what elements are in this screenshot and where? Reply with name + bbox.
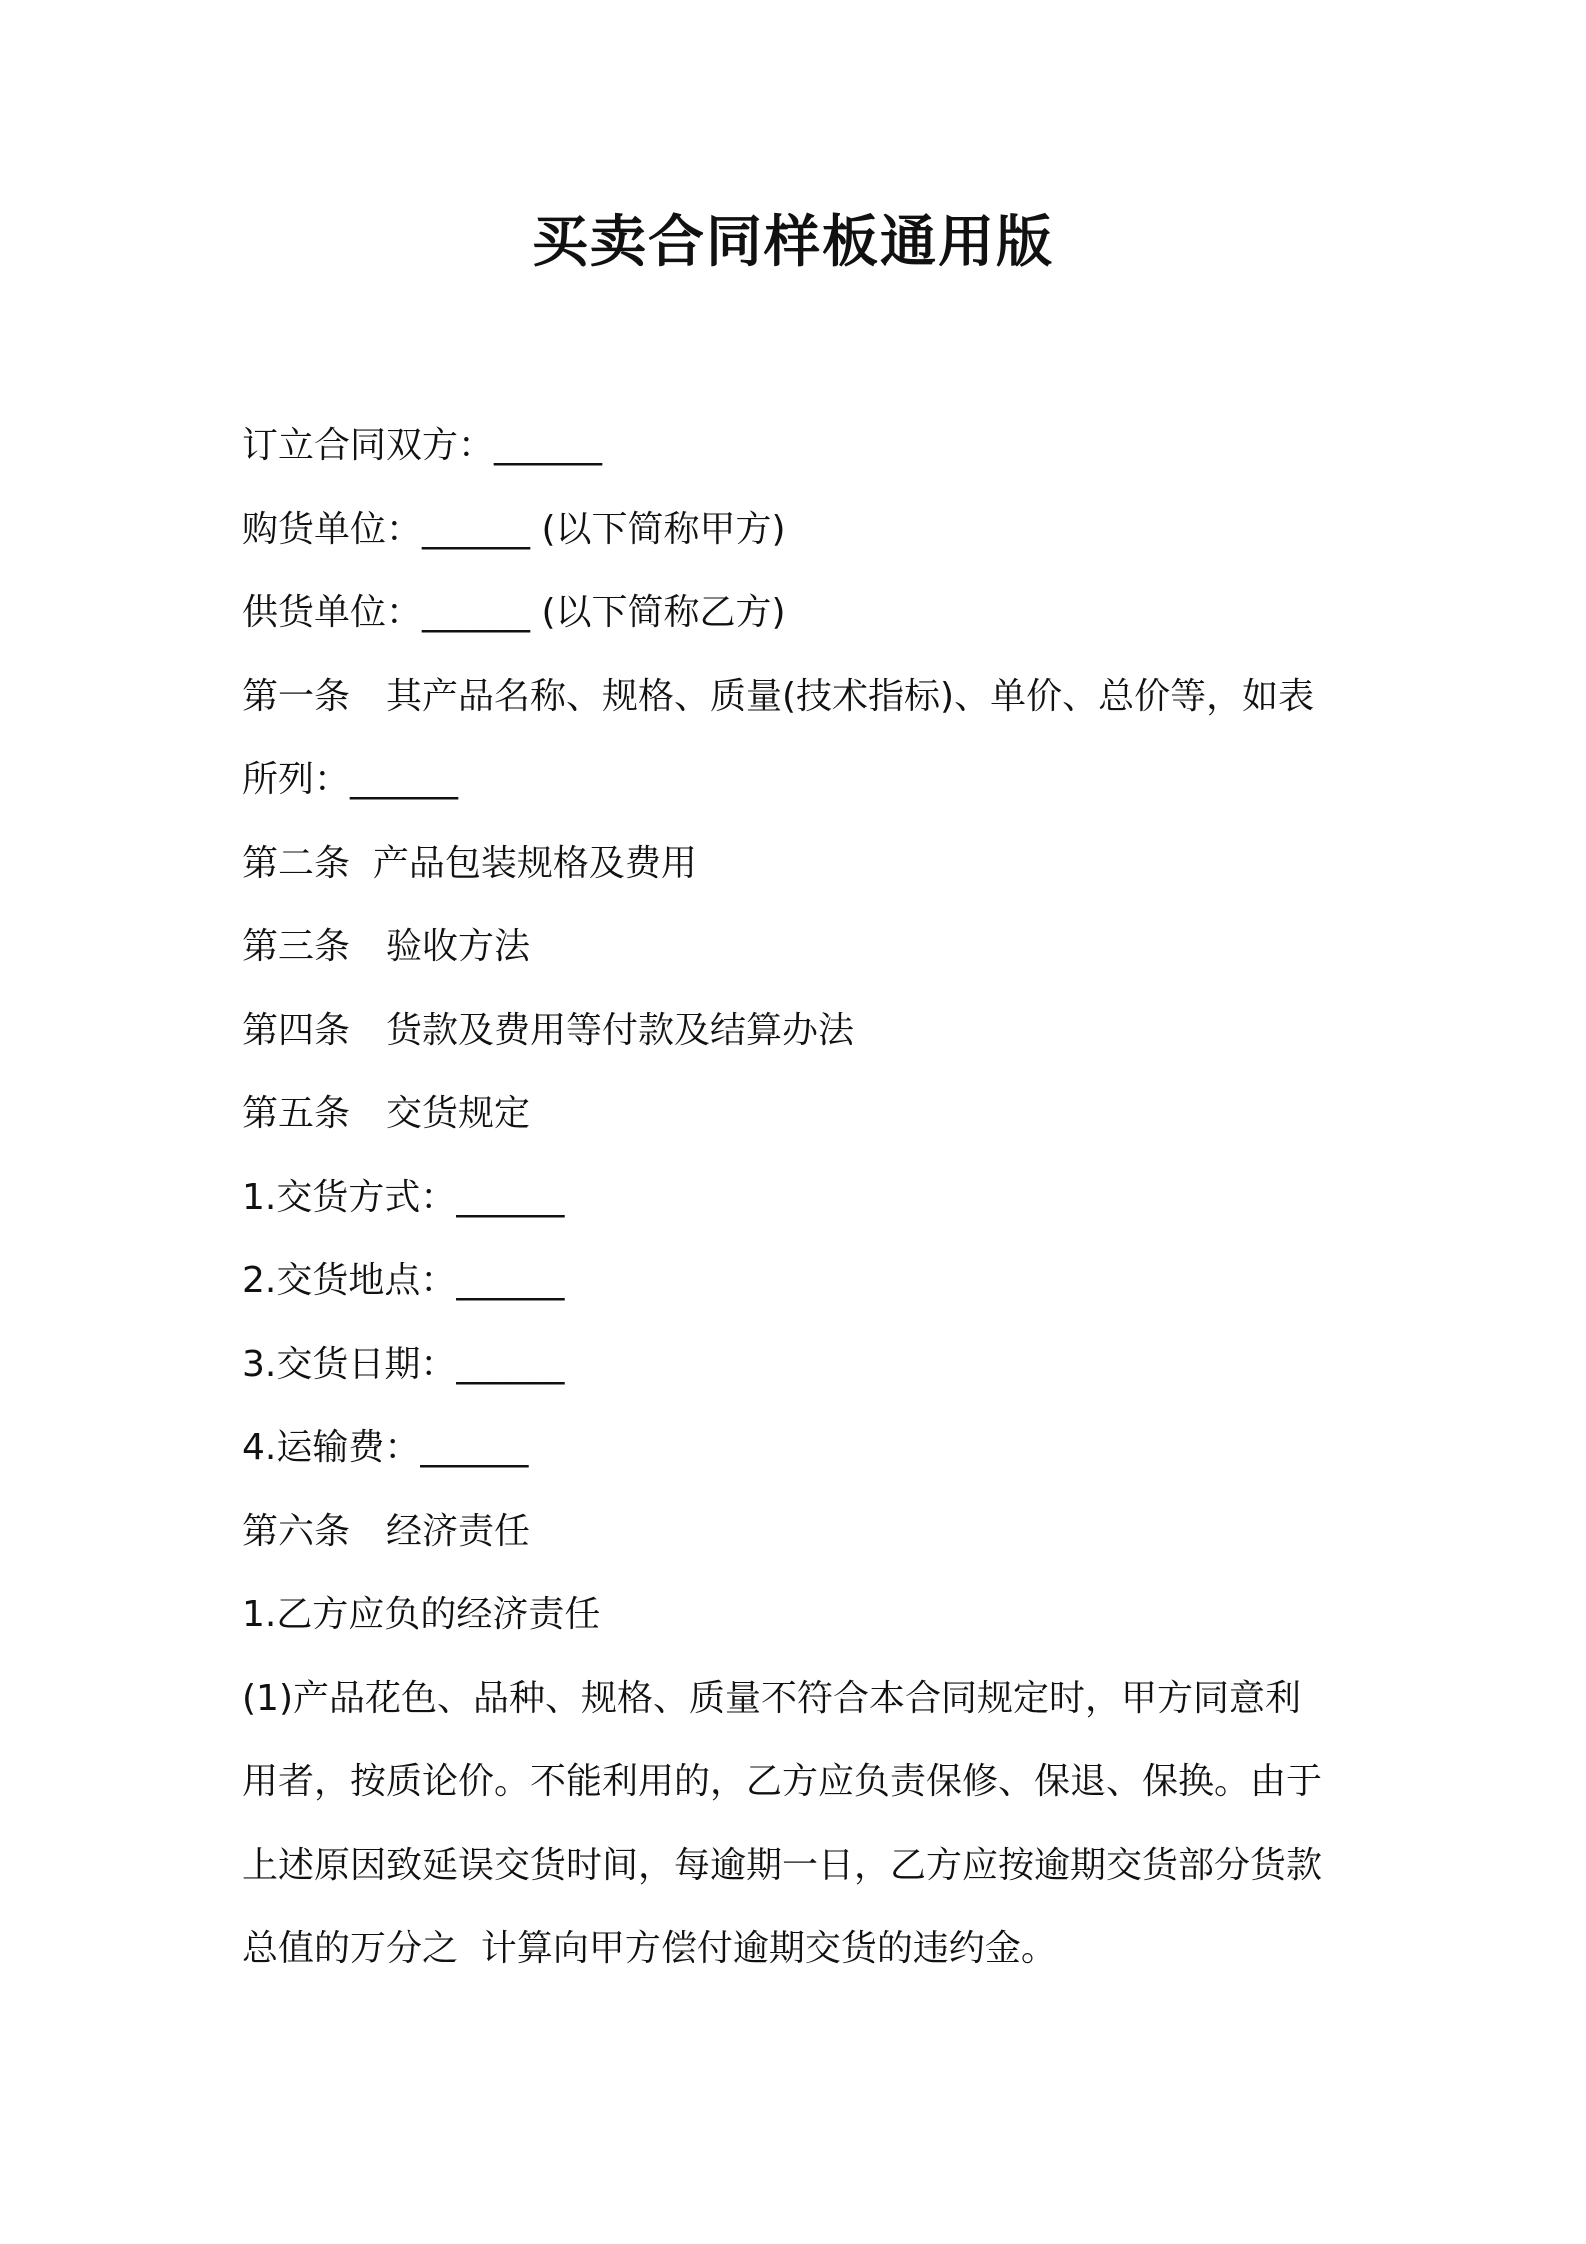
text-line: 1.乙方应负的经济责任 <box>242 1594 601 1635</box>
text-line: 供货单位：______ (以下简称乙方) <box>242 592 786 633</box>
text-line: 所列：______ <box>242 759 459 800</box>
text-line: 3.交货日期：______ <box>242 1343 565 1385</box>
text-line: 上述原因致延误交货时间，每逾期一日，乙方应按逾期交货部分货款 <box>242 1844 1323 1886</box>
text-line: 第五条 交货规定 <box>242 1093 531 1134</box>
text-line: 第一条 其产品名称、规格、质量(技术指标)、单价、总价等，如表 <box>242 675 1315 717</box>
text-line: 第四条 货款及费用等付款及结算办法 <box>242 1009 855 1051</box>
text-line: 1.交货方式：______ <box>242 1176 565 1218</box>
document-title: 买卖合同样板通用版 <box>532 210 1054 275</box>
text-line: 订立合同双方：______ <box>242 425 603 466</box>
text-line: 总值的万分之 计算向甲方偿付逾期交货的违约金。 <box>242 1928 1057 1969</box>
text-line: 用者，按质论价。不能利用的，乙方应负责保修、保退、保换。由于 <box>242 1761 1323 1802</box>
text-line: 第二条 产品包装规格及费用 <box>242 842 697 884</box>
text-line: 4.运输费：______ <box>242 1427 529 1468</box>
text-line: 2.交货地点：______ <box>242 1260 565 1301</box>
text-line: 第六条 经济责任 <box>242 1510 531 1552</box>
text-line: (1)产品花色、品种、规格、质量不符合本合同规定时，甲方同意利 <box>242 1677 1301 1719</box>
text-line: 购货单位：______ (以下简称甲方) <box>242 508 786 550</box>
document-body <box>242 404 1362 1991</box>
text-line: 第三条 验收方法 <box>242 926 531 967</box>
